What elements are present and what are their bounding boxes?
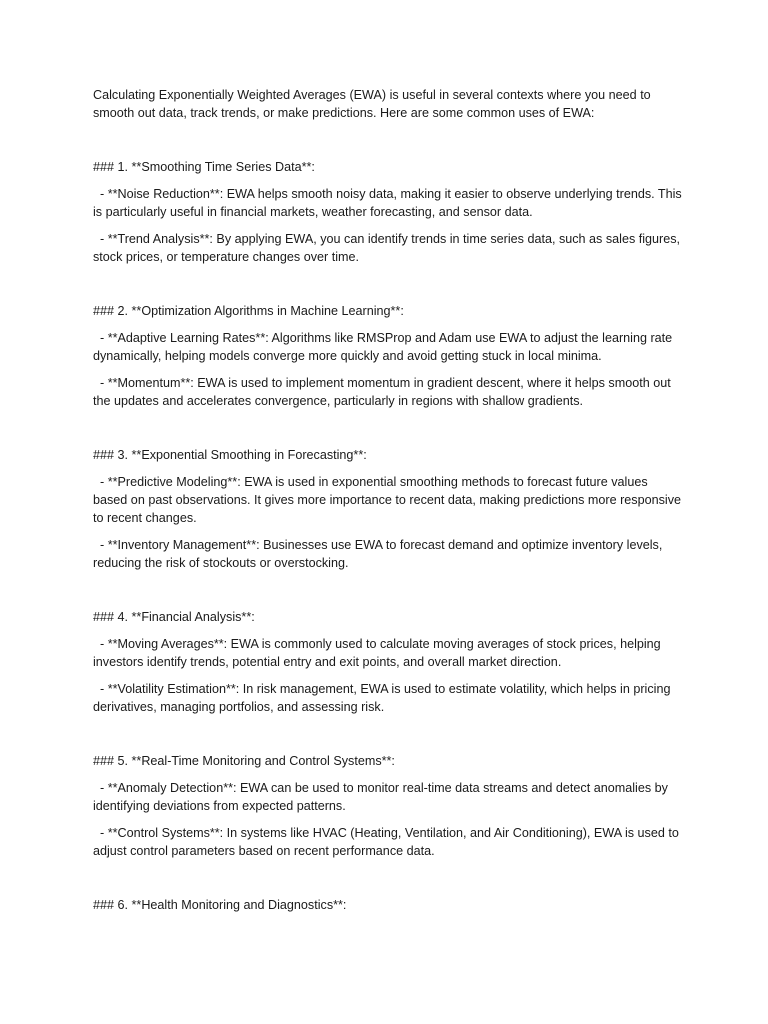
bullet-adaptive-learning-rates: - **Adaptive Learning Rates**: Algorithms like RMSProp and Adam use EWA to adjust the learning rate dynamically, helping models converge more quickly and avoid getting stuck in local minima. xyxy=(93,331,673,363)
intro-paragraph: Calculating Exponentially Weighted Averages (EWA) is useful in several contexts where you need to smooth out data, track trends, or make predictions. Here are some common uses of EWA: xyxy=(93,88,651,120)
section-heading: ### 3. **Exponential Smoothing in Forecasting**: xyxy=(93,448,367,462)
section-heading: ### 4. **Financial Analysis**: xyxy=(93,610,255,624)
section-optimization-algorithms xyxy=(93,302,683,410)
section-health-monitoring xyxy=(93,896,683,914)
bullet-moving-averages: - **Moving Averages**: EWA is commonly used to calculate moving averages of stock prices, helping investors identify trends, potential entry and exit points, and overall market direction. xyxy=(93,637,661,669)
bullet-trend-analysis: - **Trend Analysis**: By applying EWA, you can identify trends in time series data, such as sales figures, stock prices, or temperature changes over time. xyxy=(93,232,681,264)
bullet-predictive-modeling: - **Predictive Modeling**: EWA is used in exponential smoothing methods to forecast future values based on past observations. It gives more importance to recent data, making predictions more responsive to recent changes. xyxy=(93,475,682,525)
bullet-noise-reduction: - **Noise Reduction**: EWA helps smooth noisy data, making it easier to observe underlying trends. This is particularly useful in financial markets, weather forecasting, and sensor data. xyxy=(93,187,682,219)
document-body xyxy=(93,86,683,950)
bullet-control-systems: - **Control Systems**: In systems like HVAC (Heating, Ventilation, and Air Conditioning), EWA is used to adjust control parameters based on recent performance data. xyxy=(93,826,679,858)
section-heading: ### 1. **Smoothing Time Series Data**: xyxy=(93,160,315,174)
bullet-inventory-management: - **Inventory Management**: Businesses use EWA to forecast demand and optimize inventory levels, reducing the risk of stockouts or overstocking. xyxy=(93,538,663,570)
section-smoothing-time-series xyxy=(93,158,683,266)
section-heading: ### 6. **Health Monitoring and Diagnostics**: xyxy=(93,898,347,912)
bullet-anomaly-detection: - **Anomaly Detection**: EWA can be used to monitor real-time data streams and detect anomalies by identifying deviations from expected patterns. xyxy=(93,781,668,813)
bullet-volatility-estimation: - **Volatility Estimation**: In risk management, EWA is used to estimate volatility, which helps in pricing derivatives, managing portfolios, and assessing risk. xyxy=(93,682,671,714)
section-heading: ### 2. **Optimization Algorithms in Machine Learning**: xyxy=(93,304,404,318)
bullet-momentum: - **Momentum**: EWA is used to implement momentum in gradient descent, where it helps smooth out the updates and accelerates convergence, particularly in regions with shallow gradients. xyxy=(93,376,671,408)
section-financial-analysis xyxy=(93,608,683,716)
section-exponential-smoothing xyxy=(93,446,683,572)
section-real-time-monitoring xyxy=(93,752,683,860)
section-heading: ### 5. **Real-Time Monitoring and Control Systems**: xyxy=(93,754,395,768)
